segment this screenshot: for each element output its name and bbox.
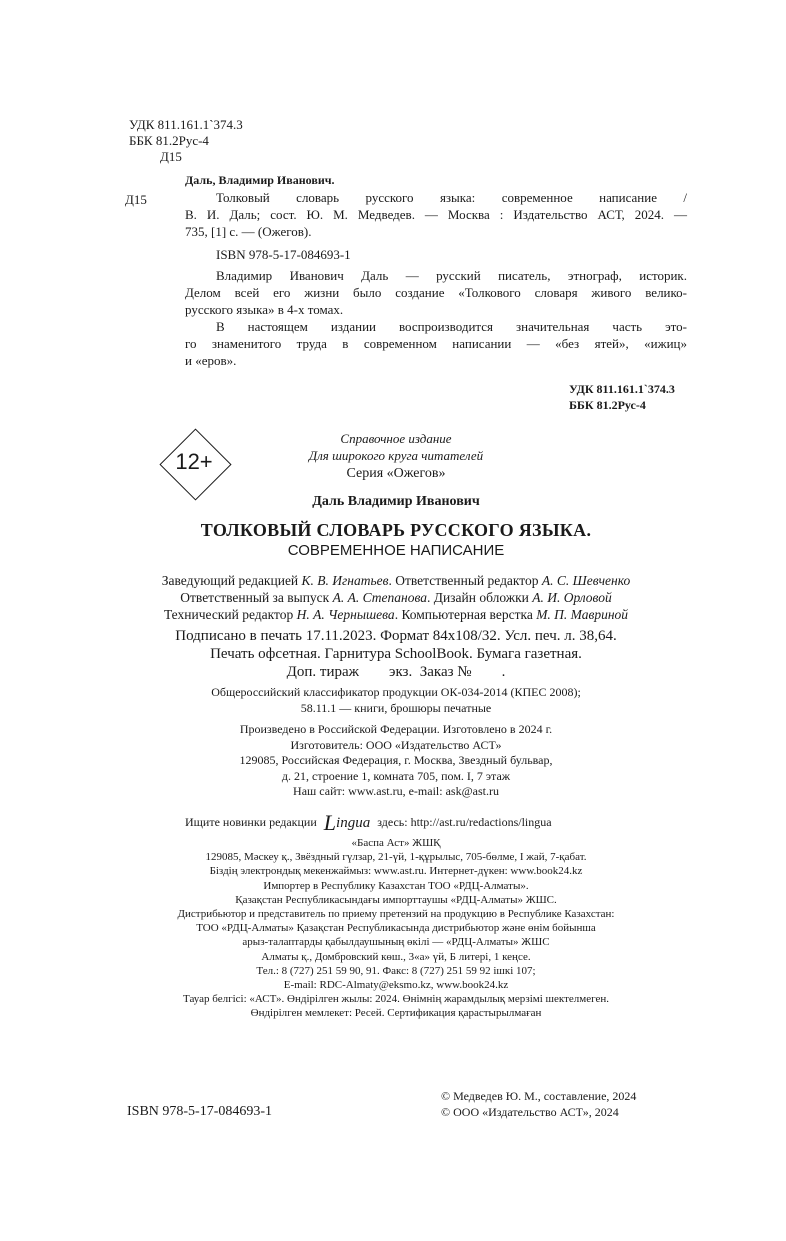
bib-line-3: 735, [1] с. — (Ожегов). [185, 224, 312, 239]
kazakhstan-info [96, 836, 696, 1021]
udk-code: УДК 811.161.1`374.3 [129, 117, 243, 132]
edition-info [286, 430, 506, 484]
kz-line-2: 129085, Мәскеу қ., Звёздный гүлзар, 21-үй, 1-құрылыс, 705-бөлме, I жай, 7-қабат. [205, 851, 587, 864]
footer-isbn: ISBN 978-5-17-084693-1 [127, 1104, 273, 1119]
print-line-3: Доп. тираж экз. Заказ № . [286, 664, 506, 680]
author-mark: Д15 [160, 149, 182, 164]
kz-line-6: Дистрибьютор и представитель по приему претензий на продукцию в Республике Казахстан: [177, 908, 615, 921]
staff-line-3: Технический редактор Н. А. Чернышева. Компьютерная верстка М. П. Мавриной [163, 607, 629, 622]
lingua-promo-text: Ищите новинки редакции [185, 815, 317, 829]
staff-line-1: Заведующий редакцией К. В. Игнатьев. Ответственный редактор А. С. Шевченко [161, 573, 631, 588]
kz-line-8: арыз-талаптарды қабылдаушының өкілі — «РДЦ-Алматы» ЖШС [242, 936, 550, 949]
print-line-2: Печать офсетная. Гарнитура SchoolBook. Бумага газетная. [210, 646, 582, 662]
book-author: Даль Владимир Иванович [312, 494, 480, 509]
copyright-line-2: © ООО «Издательство АСТ», 2024 [441, 1105, 619, 1119]
catalog-isbn: ISBN 978-5-17-084693-1 [216, 247, 351, 262]
age-rating-label: 12+ [175, 449, 213, 474]
annotation-p1-line3: русского языка» в 4-х томах. [185, 302, 344, 317]
edition-series: Серия «Ожегов» [346, 466, 446, 481]
producer-line-4: д. 21, строение 1, комната 705, пом. I, 7 этаж [281, 768, 511, 783]
classification-block-top [129, 117, 243, 165]
bbk-code: ББК 81.2Рус-4 [129, 133, 209, 148]
annotation-p1-line2: Делом всей его жизни было создание «Толкового словаря живого велико- [185, 285, 687, 300]
catalog-bbk: ББК 81.2Рус-4 [569, 398, 646, 412]
print-line-1: Подписано в печать 17.11.2023. Формат 84x108/32. Усл. печ. л. 38,64. [175, 628, 617, 644]
catalog-udk: УДК 811.161.1`374.3 [569, 382, 675, 396]
copyright-line-1: © Медведев Ю. М., составление, 2024 [441, 1089, 637, 1103]
kz-line-12: Тауар белгісі: «АСТ». Өндірілген жылы: 2024. Өнімнің жарамдылық мерзімі шектелмеген. [183, 993, 609, 1006]
kz-line-10: Тел.: 8 (727) 251 59 90, 91. Факс: 8 (727) 251 59 92 ішкі 107; [256, 964, 536, 977]
catalog-author-heading: Даль, Владимир Иванович. [185, 173, 335, 187]
age-rating-badge [158, 427, 230, 499]
producer-line-2: Изготовитель: ООО «Издательство АСТ» [290, 737, 502, 752]
staff-credits [103, 572, 689, 623]
lingua-logo: Lingua [323, 810, 371, 835]
catalog-bibliographic-description [185, 189, 687, 240]
producer-info [116, 722, 676, 800]
lingua-promo-link[interactable]: здесь: http://ast.ru/redactions/lingua [377, 815, 552, 829]
kz-line-5: Қазақстан Республикасындағы импорттаушы «РДЦ-Алматы» ЖШС. [235, 893, 557, 906]
copyright-block [441, 1088, 636, 1120]
print-info [100, 627, 692, 681]
book-title: ТОЛКОВЫЙ СЛОВАРЬ РУССКОГО ЯЗЫКА. [200, 520, 592, 540]
producer-line-5: Наш сайт: www.ast.ru, e-mail: ask@ast.ru [293, 784, 499, 798]
kz-line-3: Біздің электрондық мекенжаймыз: www.ast.ru. Интернет-дүкен: www.book24.kz [209, 865, 583, 878]
bib-line-2: В. И. Даль; сост. Ю. М. Медведев. — Москва : Издательство АСТ, 2024. — [185, 207, 687, 222]
book-subtitle: СОВРЕМЕННОЕ НАПИСАНИЕ [287, 542, 505, 559]
annotation-p2-line3: и «еров». [185, 353, 237, 368]
staff-line-2: Ответственный за выпуск А. А. Степанова. Дизайн обложки А. И. Орловой [180, 590, 612, 605]
annotation-p2-line2: го знаменитого труда в современном написании — «без ятей», «ижиц» [185, 336, 687, 351]
kz-line-1: «Баспа Аст» ЖШҚ [351, 837, 441, 849]
kz-line-7: ТОО «РДЦ-Алматы» Қазақстан Республикасында дистрибьютор және өнім бойынша [196, 922, 596, 935]
classifier-line-2: 58.11.1 — книги, брошюры печатные [300, 700, 492, 715]
producer-line-3: 129085, Российская Федерация, г. Москва, Звездный бульвар, [239, 753, 553, 767]
catalog-mark: Д15 [125, 192, 147, 207]
product-classifier [116, 685, 676, 716]
annotation-p2-line1: В настоящем издании воспроизводится значительная часть это- [216, 319, 687, 334]
catalog-classification [569, 381, 675, 413]
kz-line-4: Импортер в Республику Казахстан ТОО «РДЦ-Алматы». [263, 879, 529, 892]
edition-type: Справочное издание [340, 431, 452, 446]
bib-line-1: Толковый словарь русского языка: современное написание / [216, 190, 687, 205]
kz-line-13: Өндірілген мемлекет: Ресей. Сертификация қарастырылмаған [250, 1007, 542, 1020]
lingua-promo [185, 810, 552, 835]
producer-line-1: Произведено в Российской Федерации. Изготовлено в 2024 г. [239, 722, 553, 736]
annotation-p1-line1: Владимир Иванович Даль — русский писатель, этнограф, историк. [216, 268, 687, 283]
edition-audience: Для широкого круга читателей [308, 448, 484, 463]
kz-line-9: Алматы қ., Домбровский көш., 3«а» үй, Б литері, 1 кеңсе. [261, 950, 531, 963]
catalog-annotation [185, 267, 687, 369]
kz-line-11: E-mail: RDC-Almaty@eksmo.kz, www.book24.kz [283, 979, 509, 992]
classifier-line-1: Общероссийский классификатор продукции ОК-034-2014 (КПЕС 2008); [211, 685, 581, 699]
